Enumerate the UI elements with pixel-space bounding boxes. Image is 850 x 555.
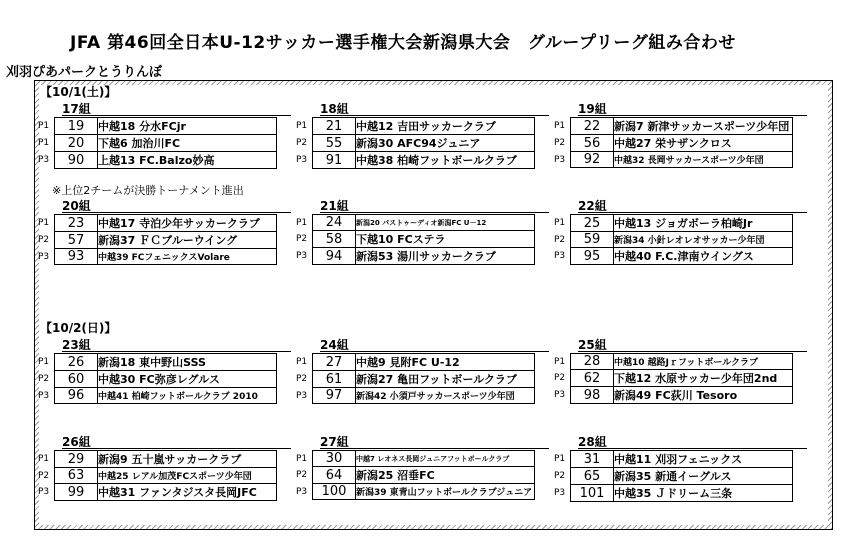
team-name: 新潟37 ＦＣブルーウイング <box>98 232 277 249</box>
pitch-label: P3 <box>554 488 566 498</box>
match-number: 99 <box>55 484 98 501</box>
team-name: 中越30 FC弥彦レグルス <box>98 371 277 388</box>
match-number: 30 <box>313 451 356 467</box>
group-name: 17組 <box>62 102 91 116</box>
group-table <box>554 353 793 404</box>
pitch-label: P2 <box>554 373 566 383</box>
table-row <box>296 467 535 484</box>
table-row <box>554 354 793 370</box>
match-number: 23 <box>55 215 98 232</box>
team-name: 中越9 見附FC U-12 <box>356 354 535 371</box>
table-row <box>554 468 793 485</box>
group-name: 21組 <box>320 199 349 213</box>
match-number: 64 <box>313 467 356 484</box>
match-number: 97 <box>313 388 356 404</box>
match-number: 21 <box>313 118 356 135</box>
team-name: 中越39 FCフェニックスVolare <box>98 249 277 265</box>
pitch-label: P1 <box>554 218 566 228</box>
team-name: 中越38 柏崎フットボールクラブ <box>356 152 535 169</box>
pitch-label: P2 <box>38 470 50 481</box>
table-row <box>38 232 277 249</box>
match-number: 29 <box>55 451 98 468</box>
match-number: 31 <box>571 451 614 468</box>
match-number: 27 <box>313 354 356 371</box>
match-number: 92 <box>571 152 614 168</box>
team-name: 新潟7 新津サッカースポーツ少年団 <box>614 118 793 135</box>
group-table <box>38 450 277 501</box>
pitch-label: P3 <box>296 486 308 497</box>
table-row <box>296 354 535 371</box>
match-number: 26 <box>55 354 98 371</box>
venue-name: 刈羽ぴあパークとうりんぼ <box>6 65 163 80</box>
pitch-label: P3 <box>296 251 308 261</box>
match-number: 94 <box>313 248 356 265</box>
team-name: 新潟30 AFC94ジュニア <box>356 135 535 152</box>
table-row <box>38 484 277 501</box>
team-name: 新潟20 パストゥーディオ新潟FC U－12 <box>356 215 535 231</box>
team-name: 新潟25 沼垂FC <box>356 467 535 484</box>
group-table <box>296 450 535 500</box>
pitch-label: P3 <box>554 251 566 261</box>
match-number: 65 <box>571 468 614 485</box>
pitch-label: P2 <box>554 234 566 245</box>
pitch-label: P2 <box>296 470 308 480</box>
team-name: 中越25 レアル加茂FCスポーツ少年団 <box>98 468 277 484</box>
match-number: 98 <box>571 387 614 404</box>
group-name: 19組 <box>578 102 607 116</box>
match-number: 91 <box>313 152 356 169</box>
pitch-label: P1 <box>38 454 50 464</box>
date-heading-day2: 【10/2(日)】 <box>40 321 117 335</box>
group-name: 27組 <box>320 435 349 449</box>
pitch-label: P2 <box>554 138 566 148</box>
pitch-label: P2 <box>554 471 566 481</box>
pitch-label: P1 <box>38 218 50 228</box>
pitch-label: P3 <box>296 155 308 165</box>
pitch-label: P2 <box>38 235 50 245</box>
match-number: 19 <box>55 118 98 135</box>
table-row <box>554 248 793 265</box>
team-name: 中越27 栄サザンクロス <box>614 135 793 152</box>
table-row <box>554 232 793 248</box>
pitch-label: P1 <box>554 121 566 131</box>
pitch-label: P1 <box>38 357 50 367</box>
match-number: 22 <box>571 118 614 135</box>
team-name: 新潟18 東中野山SSS <box>98 354 277 371</box>
table-row <box>554 370 793 387</box>
group-table <box>554 214 793 265</box>
group-name: 28組 <box>578 435 607 449</box>
group-name: 25組 <box>578 338 607 352</box>
pitch-label: P2 <box>296 374 308 384</box>
table-row <box>296 152 535 169</box>
pitch-label: P3 <box>38 251 50 262</box>
table-row <box>554 215 793 232</box>
match-number: 95 <box>571 248 614 265</box>
match-number: 56 <box>571 135 614 152</box>
table-row <box>38 249 277 265</box>
team-name: 新潟39 東青山フットボールクラブジュニア <box>356 484 535 500</box>
match-number: 60 <box>55 371 98 388</box>
pitch-label: P3 <box>554 390 566 400</box>
match-number: 63 <box>55 468 98 484</box>
pitch-label: P1 <box>296 453 308 464</box>
table-row <box>554 152 793 168</box>
group-name: 22組 <box>578 199 607 213</box>
group-name: 18組 <box>320 102 349 116</box>
group-table <box>38 353 277 404</box>
table-row <box>554 451 793 468</box>
table-row <box>296 118 535 135</box>
team-name: 中越40 F.C.津南ウイングス <box>614 248 793 265</box>
team-name: 新潟42 小須戸サッカースポーツ少年団 <box>356 388 535 404</box>
team-name: 中越12 吉田サッカークラブ <box>356 118 535 135</box>
match-number: 93 <box>55 249 98 265</box>
team-name: 中越13 ジョガボーラ柏崎Jr <box>614 215 793 232</box>
team-name: 中越11 刈羽フェニックス <box>614 451 793 468</box>
team-name: 中越32 長岡サッカースポーツ少年団 <box>614 152 793 168</box>
pitch-label: P1 <box>38 138 50 148</box>
team-name: 中越41 柏崎フットボールクラブ 2010 <box>98 388 277 404</box>
team-name: 中越17 寺泊少年サッカークラブ <box>98 215 277 232</box>
group-table <box>38 214 277 265</box>
table-row <box>296 231 535 248</box>
table-row <box>38 388 277 404</box>
team-name: 新潟53 湯川サッカークラブ <box>356 248 535 265</box>
table-row <box>554 485 793 502</box>
table-row <box>38 354 277 371</box>
advancement-note: ※上位2チームが決勝トーナメント進出 <box>52 184 244 197</box>
pitch-label: P3 <box>38 390 50 401</box>
group-table <box>296 214 535 265</box>
team-name: 中越31 ファンタジスタ長岡JFC <box>98 484 277 501</box>
pitch-label: P1 <box>554 454 566 464</box>
table-row <box>296 135 535 152</box>
pitch-label: P1 <box>554 356 566 367</box>
page-title: JFA 第46回全日本U-12サッカー選手権大会新潟県大会 グループリーグ組み合わせ <box>70 33 736 53</box>
table-row <box>296 484 535 500</box>
pitch-label: P3 <box>38 487 50 497</box>
team-name: 中越10 越路Jｒフットボールクラブ <box>614 354 793 370</box>
match-number: 100 <box>313 484 356 500</box>
match-number: 61 <box>313 371 356 388</box>
match-number: 28 <box>571 354 614 370</box>
team-name: 下越6 加治川FC <box>98 135 277 152</box>
table-row <box>554 135 793 152</box>
team-name: 中越7 レオネス長岡ジュニアフットボールクラブ <box>356 451 535 467</box>
table-row <box>38 468 277 484</box>
table-row <box>296 388 535 404</box>
match-number: 58 <box>313 231 356 248</box>
group-name: 20組 <box>62 199 91 213</box>
group-name: 24組 <box>320 338 349 352</box>
table-row <box>554 387 793 404</box>
pitch-label: P2 <box>296 138 308 148</box>
table-row <box>38 135 277 152</box>
match-number: 96 <box>55 388 98 404</box>
match-number: 101 <box>571 485 614 502</box>
group-table <box>296 353 535 404</box>
group-table <box>554 117 793 168</box>
table-row <box>296 248 535 265</box>
table-row <box>296 371 535 388</box>
pitch-label: P1 <box>296 121 308 131</box>
table-row <box>38 371 277 388</box>
pitch-label: P3 <box>296 390 308 401</box>
match-number: 90 <box>55 152 98 169</box>
team-name: 上越13 FC.Balzo妙高 <box>98 152 277 169</box>
table-row <box>38 118 277 135</box>
team-name: 新潟35 新通イーグルス <box>614 468 793 485</box>
table-row <box>554 118 793 135</box>
pitch-label: P3 <box>554 154 566 165</box>
team-name: 下越10 FCステラ <box>356 231 535 248</box>
team-name: 中越18 分水FCjr <box>98 118 277 135</box>
group-name: 26組 <box>62 435 91 449</box>
group-table <box>296 117 535 169</box>
match-number: 55 <box>313 135 356 152</box>
pitch-label: P2 <box>38 374 50 384</box>
team-name: 新潟27 亀田フットボールクラブ <box>356 371 535 388</box>
pitch-label: P1 <box>38 121 50 131</box>
table-row <box>38 451 277 468</box>
pitch-label: P1 <box>296 217 308 228</box>
group-table <box>38 117 277 169</box>
group-name: 23組 <box>62 338 91 352</box>
pitch-label: P2 <box>296 234 308 244</box>
team-name: 新潟49 FC荻川 Tesoro <box>614 387 793 404</box>
team-name: 中越35 Ｊドリーム三条 <box>614 485 793 502</box>
match-number: 59 <box>571 232 614 248</box>
match-number: 20 <box>55 135 98 152</box>
date-heading-day1: 【10/1(土)】 <box>40 85 117 99</box>
match-number: 24 <box>313 215 356 231</box>
team-name: 下越12 水原サッカー少年団2nd <box>614 370 793 387</box>
match-number: 25 <box>571 215 614 232</box>
table-row <box>296 451 535 467</box>
table-row <box>38 215 277 232</box>
table-row <box>38 152 277 169</box>
pitch-label: P1 <box>296 357 308 367</box>
table-row <box>296 215 535 231</box>
match-number: 57 <box>55 232 98 249</box>
team-name: 新潟34 小針レオレオサッカー少年団 <box>614 232 793 248</box>
group-table <box>554 450 793 502</box>
pitch-label: P3 <box>38 155 50 165</box>
match-number: 62 <box>571 370 614 387</box>
team-name: 新潟9 五十嵐サッカークラブ <box>98 451 277 468</box>
